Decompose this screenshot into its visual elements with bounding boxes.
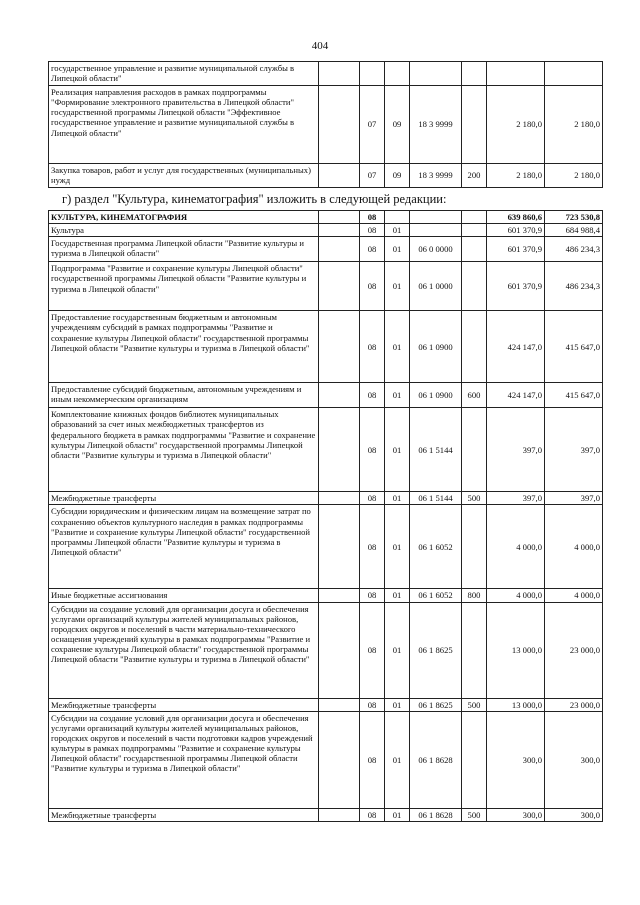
subsection-code-cell bbox=[385, 211, 410, 224]
ministry-code-cell bbox=[319, 505, 360, 589]
target-article-cell: 06 1 0000 bbox=[410, 262, 462, 311]
section-code-cell: 08 bbox=[360, 602, 385, 698]
row-name-cell: Межбюджетные трансферты bbox=[49, 492, 319, 505]
ministry-code-cell bbox=[319, 808, 360, 821]
subsection-code-cell: 01 bbox=[385, 311, 410, 383]
ministry-code-cell bbox=[319, 492, 360, 505]
amount-year1-cell: 300,0 bbox=[487, 808, 545, 821]
row-name-cell: Субсидии на создание условий для организации досуга и обеспечения услугами организаций культуры жителей муниципальных районов, городских округов и поселений в части подготовки кадров учреждений культуры в рамках подпрограммы "Развитие и сохранение культуры Липецкой области" государственной программы Липецкой области "Развитие культуры и туризма в Липецкой области" bbox=[49, 711, 319, 808]
ministry-code-cell bbox=[319, 698, 360, 711]
section-code-cell: 08 bbox=[360, 505, 385, 589]
row-name-cell: Предоставление государственным бюджетным и автономным учреждениям субсидий в рамках подпрограммы "Развитие и сохранение культуры Липецкой области" государственной программы Липецкой области "Развитие культуры и туризма в Липецкой области" bbox=[49, 311, 319, 383]
expense-type-cell bbox=[462, 237, 487, 262]
expense-type-cell bbox=[462, 224, 487, 237]
subsection-code-cell: 01 bbox=[385, 224, 410, 237]
target-article-cell: 06 1 8625 bbox=[410, 602, 462, 698]
expense-type-cell: 500 bbox=[462, 808, 487, 821]
target-article-cell: 06 1 8625 bbox=[410, 698, 462, 711]
subsection-code-cell: 01 bbox=[385, 505, 410, 589]
section-code-cell: 08 bbox=[360, 211, 385, 224]
amount-year1-cell: 601 370,9 bbox=[487, 224, 545, 237]
subsection-code-cell: 09 bbox=[385, 86, 410, 164]
amount-year1-cell: 424 147,0 bbox=[487, 383, 545, 408]
amount-year1-cell: 639 860,6 bbox=[487, 211, 545, 224]
ministry-code-cell bbox=[319, 589, 360, 602]
table-row bbox=[49, 505, 603, 589]
amount-year1-cell: 4 000,0 bbox=[487, 505, 545, 589]
subsection-code-cell: 01 bbox=[385, 492, 410, 505]
section-code-cell: 08 bbox=[360, 237, 385, 262]
amount-year2-cell: 2 180,0 bbox=[545, 164, 603, 188]
expense-type-cell bbox=[462, 86, 487, 164]
table-row bbox=[49, 211, 603, 224]
target-article-cell: 06 0 0000 bbox=[410, 237, 462, 262]
row-name-cell: Культура bbox=[49, 224, 319, 237]
amount-year2-cell: 397,0 bbox=[545, 492, 603, 505]
ministry-code-cell bbox=[319, 408, 360, 492]
amount-year2-cell: 4 000,0 bbox=[545, 505, 603, 589]
amount-year2-cell: 684 988,4 bbox=[545, 224, 603, 237]
target-article-cell: 06 1 6052 bbox=[410, 589, 462, 602]
target-article-cell: 06 1 5144 bbox=[410, 492, 462, 505]
ministry-code-cell bbox=[319, 86, 360, 164]
section-code-cell: 08 bbox=[360, 698, 385, 711]
row-name-cell: Предоставление субсидий бюджетным, автономным учреждениям и иным некоммерческим организациям bbox=[49, 383, 319, 408]
amount-year1-cell: 397,0 bbox=[487, 408, 545, 492]
ministry-code-cell bbox=[319, 164, 360, 188]
amount-year2-cell: 2 180,0 bbox=[545, 86, 603, 164]
section-code-cell: 08 bbox=[360, 383, 385, 408]
table-row bbox=[49, 262, 603, 311]
table-row bbox=[49, 408, 603, 492]
amount-year2-cell: 415 647,0 bbox=[545, 383, 603, 408]
table-row bbox=[49, 698, 603, 711]
section-code-cell bbox=[360, 62, 385, 86]
row-name-cell: Межбюджетные трансферты bbox=[49, 808, 319, 821]
amount-year1-cell: 601 370,9 bbox=[487, 262, 545, 311]
target-article-cell bbox=[410, 211, 462, 224]
subsection-code-cell bbox=[385, 62, 410, 86]
section-code-cell: 08 bbox=[360, 808, 385, 821]
row-name-cell: Межбюджетные трансферты bbox=[49, 698, 319, 711]
expense-type-cell bbox=[462, 408, 487, 492]
target-article-cell: 06 1 8628 bbox=[410, 808, 462, 821]
subsection-code-cell: 01 bbox=[385, 808, 410, 821]
table-row bbox=[49, 711, 603, 808]
expense-type-cell bbox=[462, 711, 487, 808]
amount-year1-cell: 13 000,0 bbox=[487, 698, 545, 711]
row-name-cell: Субсидии юридическим и физическим лицам на возмещение затрат по сохранению объектов культурного наследия в рамках подпрограммы "Развитие и сохранение культуры Липецкой области" государственной программы Липецкой области "Развитие культуры и туризма в Липецкой области" bbox=[49, 505, 319, 589]
expense-type-cell bbox=[462, 505, 487, 589]
expense-type-cell bbox=[462, 62, 487, 86]
target-article-cell bbox=[410, 62, 462, 86]
table-row bbox=[49, 164, 603, 188]
subsection-code-cell: 01 bbox=[385, 237, 410, 262]
section-code-cell: 08 bbox=[360, 262, 385, 311]
row-name-cell: Реализация направления расходов в рамках подпрограммы "Формирование электронного правительства в Липецкой области" государственной программы Липецкой области "Эффективное государственное управление и развитие муниципальной службы в Липецкой области" bbox=[49, 86, 319, 164]
table-row bbox=[49, 492, 603, 505]
row-name-cell: Закупка товаров, работ и услуг для государственных (муниципальных) нужд bbox=[49, 164, 319, 188]
ministry-code-cell bbox=[319, 211, 360, 224]
amount-year1-cell: 2 180,0 bbox=[487, 86, 545, 164]
subsection-code-cell: 01 bbox=[385, 602, 410, 698]
ministry-code-cell bbox=[319, 383, 360, 408]
row-name-cell: государственное управление и развитие муниципальной службы в Липецкой области" bbox=[49, 62, 319, 86]
expense-type-cell bbox=[462, 262, 487, 311]
subsection-code-cell: 01 bbox=[385, 698, 410, 711]
table-row bbox=[49, 224, 603, 237]
table-row bbox=[49, 589, 603, 602]
subsection-code-cell: 01 bbox=[385, 262, 410, 311]
section-code-cell: 08 bbox=[360, 589, 385, 602]
ministry-code-cell bbox=[319, 62, 360, 86]
row-name-cell: Комплектование книжных фондов библиотек муниципальных образований за счет иных межбюджетных трансфертов из федерального бюджета в рамках подпрограммы "Развитие и сохранение культуры Липецкой области" государственной программы Липецкой области "Развитие культуры и туризма в Липецкой области" bbox=[49, 408, 319, 492]
table-row bbox=[49, 808, 603, 821]
target-article-cell: 06 1 6052 bbox=[410, 505, 462, 589]
ministry-code-cell bbox=[319, 237, 360, 262]
row-name-cell: Государственная программа Липецкой области "Развитие культуры и туризма в Липецкой области" bbox=[49, 237, 319, 262]
target-article-cell: 06 1 8628 bbox=[410, 711, 462, 808]
section-code-cell: 08 bbox=[360, 711, 385, 808]
section-code-cell: 08 bbox=[360, 408, 385, 492]
ministry-code-cell bbox=[319, 602, 360, 698]
expense-type-cell bbox=[462, 602, 487, 698]
amount-year2-cell: 486 234,3 bbox=[545, 262, 603, 311]
table-row bbox=[49, 62, 603, 86]
table-row bbox=[49, 383, 603, 408]
amount-year1-cell: 13 000,0 bbox=[487, 602, 545, 698]
expense-type-cell: 500 bbox=[462, 698, 487, 711]
target-article-cell: 06 1 5144 bbox=[410, 408, 462, 492]
amount-year2-cell: 397,0 bbox=[545, 408, 603, 492]
section-code-cell: 07 bbox=[360, 164, 385, 188]
row-name-cell: Субсидии на создание условий для организации досуга и обеспечения услугами организаций культуры жителей муниципальных районов, городских округов и поселений в части материально-технического оснащения учреждений культуры в рамках подпрограммы "Развитие и сохранение культуры Липецкой области" государственной программы Липецкой области "Развитие культуры и туризма в Липецкой области" bbox=[49, 602, 319, 698]
ministry-code-cell bbox=[319, 224, 360, 237]
expense-type-cell: 500 bbox=[462, 492, 487, 505]
amount-year2-cell: 415 647,0 bbox=[545, 311, 603, 383]
amount-year1-cell bbox=[487, 62, 545, 86]
table-row bbox=[49, 602, 603, 698]
amount-year2-cell: 23 000,0 bbox=[545, 602, 603, 698]
amount-year1-cell: 2 180,0 bbox=[487, 164, 545, 188]
target-article-cell bbox=[410, 224, 462, 237]
amount-year1-cell: 4 000,0 bbox=[487, 589, 545, 602]
amount-year2-cell: 23 000,0 bbox=[545, 698, 603, 711]
ministry-code-cell bbox=[319, 311, 360, 383]
amount-year2-cell: 300,0 bbox=[545, 711, 603, 808]
expense-type-cell bbox=[462, 311, 487, 383]
amount-year1-cell: 424 147,0 bbox=[487, 311, 545, 383]
section-code-cell: 07 bbox=[360, 86, 385, 164]
expense-type-cell: 800 bbox=[462, 589, 487, 602]
subsection-code-cell: 01 bbox=[385, 711, 410, 808]
target-article-cell: 18 3 9999 bbox=[410, 164, 462, 188]
expense-type-cell bbox=[462, 211, 487, 224]
amount-year2-cell bbox=[545, 62, 603, 86]
section-code-cell: 08 bbox=[360, 492, 385, 505]
target-article-cell: 06 1 0900 bbox=[410, 311, 462, 383]
amount-year1-cell: 300,0 bbox=[487, 711, 545, 808]
ministry-code-cell bbox=[319, 711, 360, 808]
ministry-code-cell bbox=[319, 262, 360, 311]
budget-table-continuation bbox=[48, 61, 603, 188]
row-name-cell: Иные бюджетные ассигнования bbox=[49, 589, 319, 602]
amount-year1-cell: 601 370,9 bbox=[487, 237, 545, 262]
target-article-cell: 06 1 0900 bbox=[410, 383, 462, 408]
amount-year2-cell: 300,0 bbox=[545, 808, 603, 821]
amount-year2-cell: 4 000,0 bbox=[545, 589, 603, 602]
subsection-code-cell: 09 bbox=[385, 164, 410, 188]
budget-table-culture bbox=[48, 210, 603, 822]
amount-year2-cell: 723 530,8 bbox=[545, 211, 603, 224]
page-number: 404 bbox=[311, 40, 329, 52]
row-name-cell: Подпрограмма "Развитие и сохранение культуры Липецкой области" государственной программы Липецкой области "Развитие культуры и туризма в Липецкой области" bbox=[49, 262, 319, 311]
subsection-code-cell: 01 bbox=[385, 589, 410, 602]
target-article-cell: 18 3 9999 bbox=[410, 86, 462, 164]
section-code-cell: 08 bbox=[360, 224, 385, 237]
section-heading: г) раздел "Культура, кинематография" изложить в следующей редакции: bbox=[62, 192, 447, 206]
table-row bbox=[49, 237, 603, 262]
subsection-code-cell: 01 bbox=[385, 383, 410, 408]
amount-year1-cell: 397,0 bbox=[487, 492, 545, 505]
expense-type-cell: 200 bbox=[462, 164, 487, 188]
subsection-code-cell: 01 bbox=[385, 408, 410, 492]
expense-type-cell: 600 bbox=[462, 383, 487, 408]
row-name-cell: КУЛЬТУРА, КИНЕМАТОГРАФИЯ bbox=[49, 211, 319, 224]
amount-year2-cell: 486 234,3 bbox=[545, 237, 603, 262]
section-code-cell: 08 bbox=[360, 311, 385, 383]
table-row bbox=[49, 311, 603, 383]
table-row bbox=[49, 86, 603, 164]
